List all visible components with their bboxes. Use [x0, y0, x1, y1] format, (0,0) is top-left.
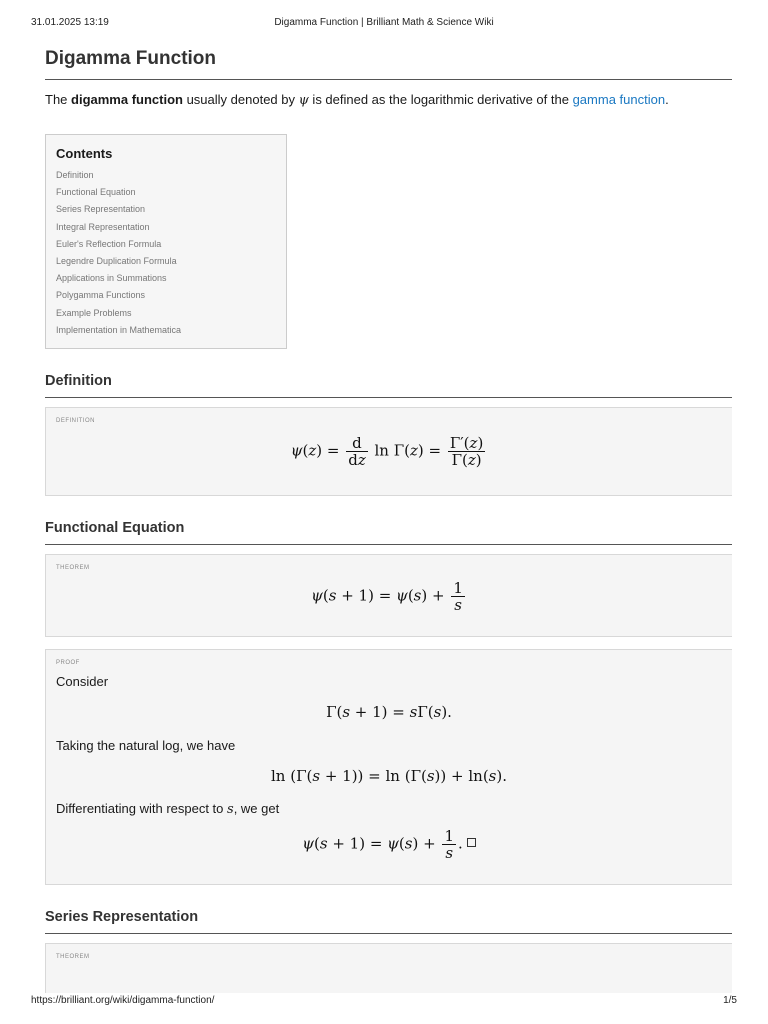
definition-box [45, 407, 732, 496]
toc-item-definition[interactable]: Definition [56, 170, 94, 180]
functional-theorem-label: THEOREM [56, 564, 90, 571]
proof-log-equation: ln (Γ(s + 1)) = ln (Γ(s)) + ln(s). [271, 766, 507, 785]
gamma-function-link[interactable]: gamma function [572, 92, 666, 107]
toc-item-eulers-reflection[interactable]: Euler's Reflection Formula [56, 238, 162, 249]
series-theorem-box [45, 943, 732, 993]
article [45, 48, 732, 993]
toc-item-legendre-duplication[interactable]: Legendre Duplication Formula [56, 255, 177, 266]
toc-item-integral-representation[interactable]: Integral Representation [56, 221, 150, 232]
intro-paragraph: The digamma function usually denoted by ψ is defined as the logarithmic derivative of the gamma function. [45, 92, 669, 108]
proof-consider: Consider [56, 673, 109, 689]
print-footer [31, 995, 737, 1009]
proof-label: PROOF [56, 659, 80, 666]
toc-item-example-problems[interactable]: Example Problems [56, 307, 132, 318]
toc-item-polygamma[interactable]: Polygamma Functions [56, 290, 146, 301]
proof-natural-log: Taking the natural log, we have [56, 737, 236, 753]
page-number: 1/5 [723, 995, 737, 1006]
heading-series-representation: Series Representation [45, 909, 732, 934]
toc-item-applications-summations[interactable]: Applications in Summations [56, 273, 167, 284]
series-theorem-label: THEOREM [56, 953, 90, 960]
toc-item-series-representation[interactable]: Series Representation [56, 204, 146, 215]
print-title: Digamma Function | Brilliant Math & Science Wiki [274, 17, 494, 28]
heading-functional-equation: Functional Equation [45, 520, 732, 545]
intro-bold-term: digamma function [71, 92, 183, 107]
psi-symbol: ψ [298, 93, 309, 108]
print-date: 31.01.2025 13:19 [31, 17, 109, 28]
proof-result-equation: ψ(s + 1) = ψ(s) + $\frac{1}{s}$ . [46, 828, 732, 861]
toc-item-mathematica[interactable]: Implementation in Mathematica [56, 324, 182, 335]
toc-title: Contents [56, 146, 113, 161]
toc-item-functional-equation[interactable]: Functional Equation [56, 187, 136, 198]
proof-gamma-equation: Γ(s + 1) = sΓ(s). [326, 702, 452, 721]
functional-proof-box [45, 649, 732, 885]
functional-theorem-box [45, 554, 732, 637]
definition-equation: ψ(z) = $\frac{d}{dz}$ ln Γ(z) = $\frac{\Gamma'(z)}{\Gamma(z)}$ [290, 433, 484, 469]
table-of-contents [45, 134, 287, 349]
qed-square-icon [467, 838, 476, 847]
print-header [31, 17, 737, 31]
print-url: https://brilliant.org/wiki/digamma-function/ [31, 995, 215, 1006]
definition-label: DEFINITION [56, 417, 95, 424]
heading-definition: Definition [45, 373, 732, 398]
proof-differentiating: Differentiating with respect to s, we get [56, 800, 280, 817]
page-title: Digamma Function [45, 48, 732, 80]
functional-equation: ψ(s + 1) = ψ(s) + $\frac{1}{s}$ [311, 578, 463, 614]
